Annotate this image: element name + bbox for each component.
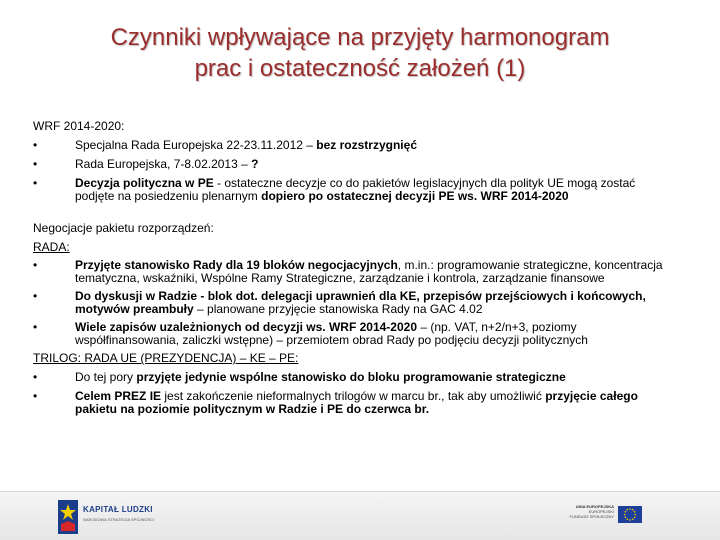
rada-item-3-text: – (np. VAT, n+2/n+3, poziomy współfinansowania, zaliczki wstępne) – przemiotem obrad Rady po podjęciu decyzji politycznych	[75, 320, 588, 347]
rada-item-3	[33, 321, 673, 347]
rada-item-1-text: , m.in.: programowanie strategiczne, koncentracja tematyczna, wskaźniki, Wspólne Ramy Strategiczne, zarządzanie i kontrola, zarządzanie finansowe	[75, 258, 663, 285]
trilog-item-1	[33, 371, 673, 384]
slide-title-line2: prac i ostateczność założeń (1)	[194, 55, 526, 82]
slide-title	[20, 22, 700, 84]
wrf-item-3-bold-a: Decyzja polityczna w PE	[75, 176, 214, 190]
wrf-item-2	[33, 158, 673, 171]
trilog-label: TRILOG: RADA UE (PREZYDENCJA) – KE – PE:	[33, 351, 299, 365]
trilog-item-2-text: jest zakończenie nieformalnych trilogów w marcu br., tak aby umożliwić	[161, 389, 546, 403]
kapital-ludzki-logo	[58, 500, 198, 534]
rada-item-1-bold: Przyjęte stanowisko Rady dla 19 bloków negocjacyjnych	[75, 258, 398, 272]
trilog-item-1-text: Do tej pory	[75, 370, 137, 384]
bullet: •	[33, 370, 38, 384]
trilog-item-2-bold-a: Celem PREZ IE	[75, 389, 162, 403]
rada-label: RADA:	[33, 240, 70, 254]
rada-item-3-bold: Wiele zapisów uzależnionych od decyzji ws. WRF 2014-2020	[75, 320, 417, 334]
rada-item-2	[33, 290, 673, 316]
bullet: •	[33, 157, 38, 171]
eu-line3: FUNDUSZ SPOŁECZNY	[569, 514, 614, 519]
eu-flag-icon	[618, 506, 642, 523]
bullet: •	[33, 289, 38, 303]
wrf-item-2-text: Rada Europejska, 7-8.02.2013 –	[75, 157, 252, 171]
wrf-item-3-text: - ostateczne decyzje co do pakietów legislacyjnych dla polityk UE mogą zostać podjęte na posiedzeniu plenarnym	[75, 176, 636, 203]
rada-item-2-text: – planowane przyjęcie stanowiska Rady na GAC 4.02	[193, 302, 483, 316]
wrf-item-3	[33, 177, 673, 203]
bullet: •	[33, 138, 38, 152]
bullet: •	[33, 389, 38, 403]
wrf-item-1-bold: bez rozstrzygnięć	[316, 138, 417, 152]
negocjacje-heading: Negocjacje pakietu rozporządzeń:	[33, 221, 214, 235]
slide-content	[33, 120, 673, 416]
rada-item-1	[33, 259, 673, 285]
bullet: •	[33, 320, 38, 334]
bullet: •	[33, 258, 38, 272]
kapital-ludzki-subtitle: NARODOWA STRATEGIA SPÓJNOŚCI	[83, 517, 155, 522]
trilog-item-1-bold: przyjęte jedynie wspólne stanowisko do bloku programowanie strategiczne	[136, 370, 566, 384]
wrf-item-2-bold: ?	[251, 157, 259, 171]
wrf-item-3-bold-b: dopiero po ostatecznej decyzji PE ws. WRF 2014-2020	[261, 189, 569, 203]
wrf-heading: WRF 2014-2020:	[33, 119, 125, 133]
kapital-ludzki-mark-icon	[58, 500, 78, 534]
bullet: •	[33, 176, 38, 190]
eu-line2: EUROPEJSKI	[588, 509, 614, 514]
trilog-item-2	[33, 390, 673, 416]
kapital-ludzki-name: KAPITAŁ LUDZKI	[83, 505, 153, 514]
eu-logo	[560, 504, 642, 532]
eu-logo-text	[554, 504, 614, 519]
wrf-item-1	[33, 139, 673, 152]
slide-title-line1: Czynniki wpływające na przyjęty harmonogram	[110, 24, 610, 51]
wrf-item-1-text: Specjalna Rada Europejska 22-23.11.2012 –	[75, 138, 317, 152]
rada-item-2-bold: Do dyskusji w Radzie - blok dot. delegacji uprawnień dla KE, przepisów przejściowych i końcowych, motywów preambuły	[75, 289, 646, 316]
eu-line1: UNIA EUROPEJSKA	[575, 504, 614, 509]
trilog-item-2-bold-b: przyjęcie całego pakietu na poziomie politycznym w Radzie i PE do czerwca br.	[75, 389, 638, 416]
